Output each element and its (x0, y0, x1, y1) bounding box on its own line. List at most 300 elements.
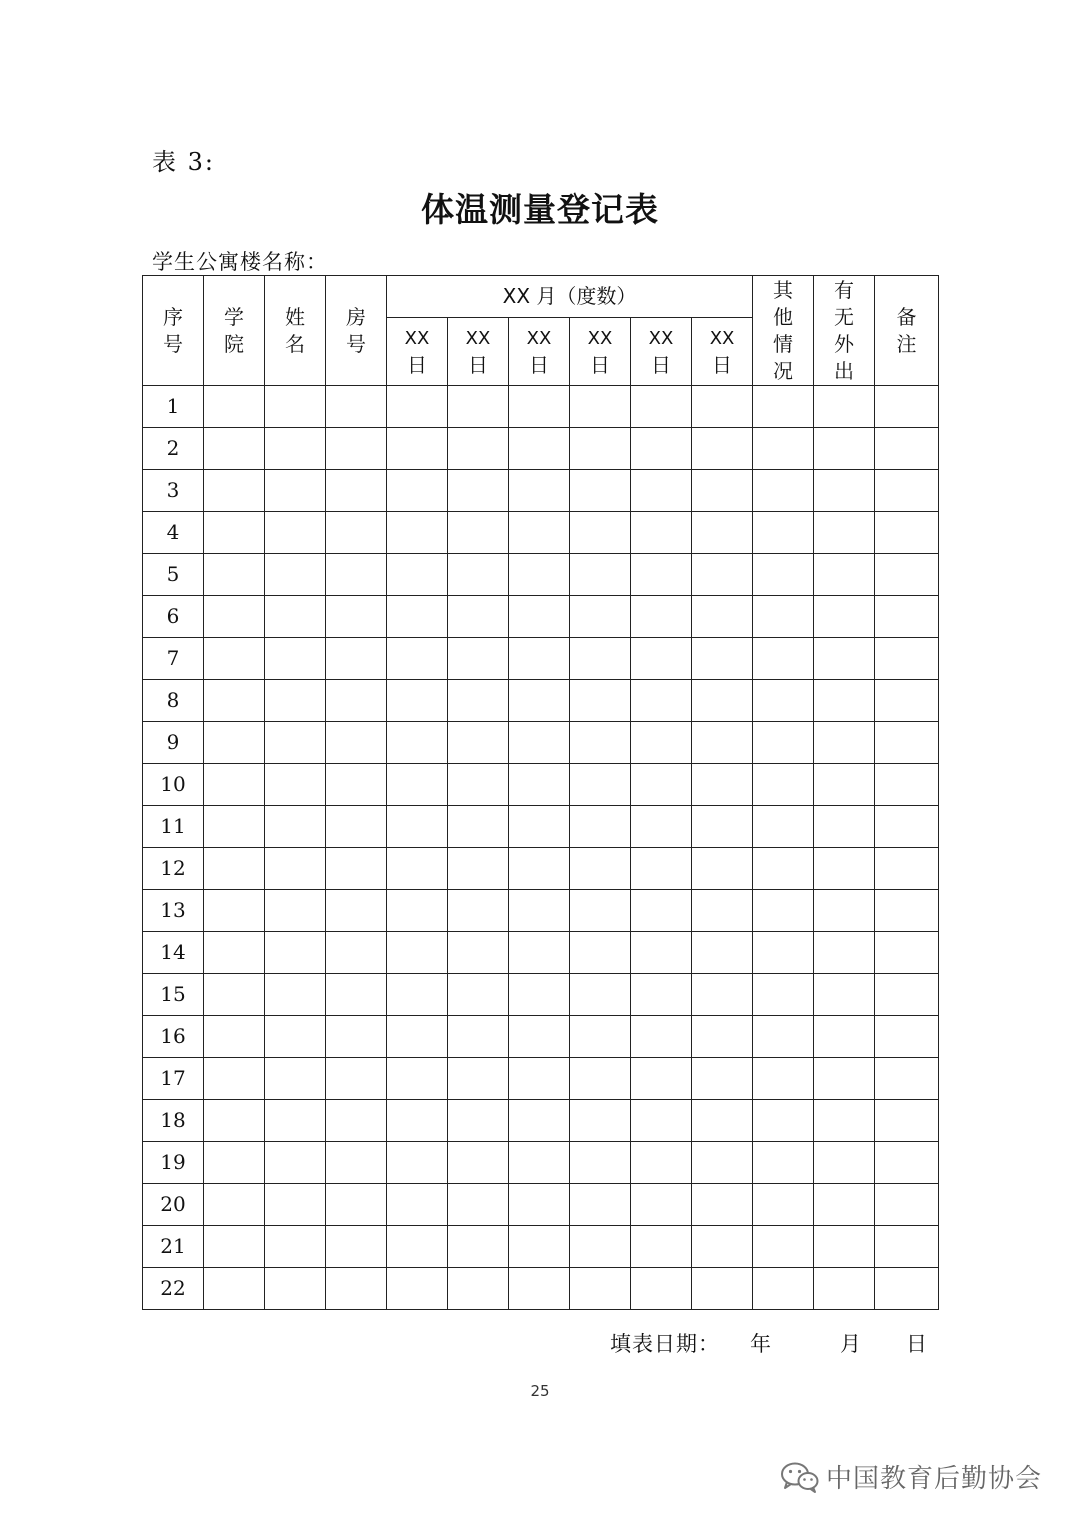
blank-cell[interactable] (875, 974, 939, 1016)
blank-cell[interactable] (509, 512, 570, 554)
blank-cell[interactable] (814, 974, 875, 1016)
blank-cell[interactable] (448, 386, 509, 428)
blank-cell[interactable] (875, 1184, 939, 1226)
blank-cell[interactable] (692, 1226, 753, 1268)
blank-cell[interactable] (875, 386, 939, 428)
blank-cell[interactable] (692, 1100, 753, 1142)
blank-cell[interactable] (326, 1016, 387, 1058)
blank-cell[interactable] (387, 890, 448, 932)
blank-cell[interactable] (387, 1016, 448, 1058)
blank-cell[interactable] (387, 1226, 448, 1268)
blank-cell[interactable] (265, 1100, 326, 1142)
blank-cell[interactable] (326, 470, 387, 512)
blank-cell[interactable] (204, 722, 265, 764)
blank-cell[interactable] (448, 1184, 509, 1226)
page-number: 25 (530, 1382, 550, 1400)
blank-cell[interactable] (326, 932, 387, 974)
blank-cell[interactable] (509, 386, 570, 428)
blank-cell[interactable] (265, 848, 326, 890)
blank-cell[interactable] (448, 1016, 509, 1058)
blank-cell[interactable] (265, 764, 326, 806)
fill-date-month: 月 (840, 1332, 862, 1356)
row-number: 17 (143, 1058, 204, 1100)
blank-cell[interactable] (326, 1142, 387, 1184)
blank-cell[interactable] (448, 1268, 509, 1310)
blank-cell[interactable] (387, 1058, 448, 1100)
row-number: 7 (143, 638, 204, 680)
blank-cell[interactable] (753, 470, 814, 512)
blank-cell[interactable] (570, 1016, 631, 1058)
blank-cell[interactable] (875, 1016, 939, 1058)
blank-cell[interactable] (570, 1268, 631, 1310)
blank-cell[interactable] (204, 428, 265, 470)
blank-cell[interactable] (387, 1100, 448, 1142)
blank-cell[interactable] (753, 932, 814, 974)
header-seq: 序号 (143, 276, 204, 386)
row-number: 18 (143, 1100, 204, 1142)
table-row (143, 638, 939, 680)
blank-cell[interactable] (509, 806, 570, 848)
blank-cell[interactable] (509, 764, 570, 806)
blank-cell[interactable] (631, 1226, 692, 1268)
blank-cell[interactable] (387, 638, 448, 680)
blank-cell[interactable] (265, 386, 326, 428)
header-remarks: 备注 (875, 276, 939, 386)
temperature-register-table (142, 275, 939, 1310)
blank-cell[interactable] (631, 680, 692, 722)
blank-cell[interactable] (631, 806, 692, 848)
blank-cell[interactable] (509, 428, 570, 470)
blank-cell[interactable] (631, 1016, 692, 1058)
blank-cell[interactable] (875, 1100, 939, 1142)
blank-cell[interactable] (753, 722, 814, 764)
blank-cell[interactable] (570, 596, 631, 638)
blank-cell[interactable] (570, 974, 631, 1016)
blank-cell[interactable] (326, 1058, 387, 1100)
blank-cell[interactable] (692, 1184, 753, 1226)
blank-cell[interactable] (875, 1268, 939, 1310)
blank-cell[interactable] (570, 470, 631, 512)
blank-cell[interactable] (753, 1184, 814, 1226)
watermark-text: 中国教育后勤协会 (826, 1464, 1043, 1494)
blank-cell[interactable] (570, 1226, 631, 1268)
blank-cell[interactable] (814, 386, 875, 428)
blank-cell[interactable] (326, 512, 387, 554)
blank-cell[interactable] (631, 890, 692, 932)
table-row (143, 386, 939, 428)
blank-cell[interactable] (509, 1142, 570, 1184)
header-day-3: XX 日 (509, 318, 570, 386)
header-day-1: XX 日 (387, 318, 448, 386)
blank-cell[interactable] (753, 512, 814, 554)
blank-cell[interactable] (814, 638, 875, 680)
blank-cell[interactable] (875, 680, 939, 722)
blank-cell[interactable] (814, 680, 875, 722)
blank-cell[interactable] (387, 596, 448, 638)
blank-cell[interactable] (692, 932, 753, 974)
blank-cell[interactable] (387, 1268, 448, 1310)
blank-cell[interactable] (387, 722, 448, 764)
blank-cell[interactable] (509, 680, 570, 722)
blank-cell[interactable] (265, 596, 326, 638)
blank-cell[interactable] (753, 974, 814, 1016)
row-number: 20 (143, 1184, 204, 1226)
blank-cell[interactable] (692, 848, 753, 890)
row-number: 21 (143, 1226, 204, 1268)
blank-cell[interactable] (631, 722, 692, 764)
blank-cell[interactable] (570, 386, 631, 428)
blank-cell[interactable] (265, 974, 326, 1016)
blank-cell[interactable] (204, 386, 265, 428)
blank-cell[interactable] (204, 596, 265, 638)
blank-cell[interactable] (326, 638, 387, 680)
blank-cell[interactable] (570, 554, 631, 596)
blank-cell[interactable] (875, 722, 939, 764)
blank-cell[interactable] (814, 890, 875, 932)
blank-cell[interactable] (692, 1142, 753, 1184)
blank-cell[interactable] (875, 1142, 939, 1184)
blank-cell[interactable] (265, 1184, 326, 1226)
blank-cell[interactable] (387, 848, 448, 890)
blank-cell[interactable] (326, 1184, 387, 1226)
blank-cell[interactable] (570, 1100, 631, 1142)
blank-cell[interactable] (753, 764, 814, 806)
table-row (143, 890, 939, 932)
blank-cell[interactable] (631, 932, 692, 974)
blank-cell[interactable] (631, 1184, 692, 1226)
blank-cell[interactable] (814, 554, 875, 596)
blank-cell[interactable] (204, 1016, 265, 1058)
blank-cell[interactable] (753, 554, 814, 596)
blank-cell[interactable] (204, 1184, 265, 1226)
blank-cell[interactable] (692, 596, 753, 638)
blank-cell[interactable] (570, 890, 631, 932)
row-number: 13 (143, 890, 204, 932)
blank-cell[interactable] (631, 554, 692, 596)
blank-cell[interactable] (509, 1268, 570, 1310)
blank-cell[interactable] (387, 512, 448, 554)
blank-cell[interactable] (265, 428, 326, 470)
blank-cell[interactable] (570, 1142, 631, 1184)
watermark (780, 1458, 1042, 1495)
blank-cell[interactable] (326, 428, 387, 470)
blank-cell[interactable] (326, 890, 387, 932)
blank-cell[interactable] (509, 470, 570, 512)
blank-cell[interactable] (448, 806, 509, 848)
blank-cell[interactable] (814, 428, 875, 470)
blank-cell[interactable] (265, 1016, 326, 1058)
blank-cell[interactable] (814, 1268, 875, 1310)
blank-cell[interactable] (570, 680, 631, 722)
blank-cell[interactable] (692, 890, 753, 932)
blank-cell[interactable] (692, 974, 753, 1016)
blank-cell[interactable] (265, 1226, 326, 1268)
blank-cell[interactable] (387, 974, 448, 1016)
blank-cell[interactable] (631, 638, 692, 680)
blank-cell[interactable] (326, 974, 387, 1016)
blank-cell[interactable] (448, 680, 509, 722)
blank-cell[interactable] (387, 1184, 448, 1226)
blank-cell[interactable] (265, 806, 326, 848)
header-day-6: XX 日 (692, 318, 753, 386)
blank-cell[interactable] (570, 1058, 631, 1100)
blank-cell[interactable] (387, 764, 448, 806)
blank-cell[interactable] (204, 554, 265, 596)
blank-cell[interactable] (875, 428, 939, 470)
blank-cell[interactable] (753, 596, 814, 638)
blank-cell[interactable] (814, 1226, 875, 1268)
blank-cell[interactable] (692, 428, 753, 470)
blank-cell[interactable] (326, 1268, 387, 1310)
blank-cell[interactable] (448, 638, 509, 680)
blank-cell[interactable] (387, 806, 448, 848)
blank-cell[interactable] (875, 512, 939, 554)
blank-cell[interactable] (631, 974, 692, 1016)
row-number: 1 (143, 386, 204, 428)
blank-cell[interactable] (814, 806, 875, 848)
blank-cell[interactable] (387, 470, 448, 512)
blank-cell[interactable] (692, 722, 753, 764)
blank-cell[interactable] (814, 1100, 875, 1142)
blank-cell[interactable] (814, 1142, 875, 1184)
table-row (143, 428, 939, 470)
table-row (143, 680, 939, 722)
blank-cell[interactable] (509, 932, 570, 974)
blank-cell[interactable] (509, 1100, 570, 1142)
header-day-4: XX 日 (570, 318, 631, 386)
blank-cell[interactable] (448, 764, 509, 806)
blank-cell[interactable] (875, 596, 939, 638)
blank-cell[interactable] (814, 722, 875, 764)
blank-cell[interactable] (692, 1058, 753, 1100)
blank-cell[interactable] (753, 1058, 814, 1100)
blank-cell[interactable] (509, 554, 570, 596)
blank-cell[interactable] (875, 848, 939, 890)
blank-cell[interactable] (265, 1142, 326, 1184)
row-number: 14 (143, 932, 204, 974)
blank-cell[interactable] (448, 932, 509, 974)
blank-cell[interactable] (448, 722, 509, 764)
blank-cell[interactable] (326, 554, 387, 596)
blank-cell[interactable] (326, 848, 387, 890)
blank-cell[interactable] (814, 1184, 875, 1226)
blank-cell[interactable] (448, 848, 509, 890)
blank-cell[interactable] (814, 848, 875, 890)
blank-cell[interactable] (753, 890, 814, 932)
blank-cell[interactable] (875, 554, 939, 596)
blank-cell[interactable] (265, 470, 326, 512)
blank-cell[interactable] (265, 680, 326, 722)
blank-cell[interactable] (326, 722, 387, 764)
blank-cell[interactable] (326, 386, 387, 428)
blank-cell[interactable] (875, 1058, 939, 1100)
blank-cell[interactable] (692, 554, 753, 596)
blank-cell[interactable] (509, 1226, 570, 1268)
blank-cell[interactable] (265, 1058, 326, 1100)
blank-cell[interactable] (204, 806, 265, 848)
blank-cell[interactable] (204, 1100, 265, 1142)
blank-cell[interactable] (814, 596, 875, 638)
blank-cell[interactable] (326, 680, 387, 722)
blank-cell[interactable] (570, 848, 631, 890)
blank-cell[interactable] (570, 722, 631, 764)
blank-cell[interactable] (814, 1016, 875, 1058)
blank-cell[interactable] (814, 1058, 875, 1100)
table-row (143, 974, 939, 1016)
blank-cell[interactable] (814, 764, 875, 806)
blank-cell[interactable] (204, 1226, 265, 1268)
blank-cell[interactable] (875, 764, 939, 806)
blank-cell[interactable] (631, 1058, 692, 1100)
blank-cell[interactable] (509, 890, 570, 932)
blank-cell[interactable] (753, 1142, 814, 1184)
blank-cell[interactable] (570, 512, 631, 554)
blank-cell[interactable] (753, 848, 814, 890)
blank-cell[interactable] (753, 1016, 814, 1058)
row-number: 8 (143, 680, 204, 722)
blank-cell[interactable] (570, 764, 631, 806)
blank-cell[interactable] (875, 1226, 939, 1268)
row-number: 10 (143, 764, 204, 806)
blank-cell[interactable] (387, 932, 448, 974)
table-row (143, 470, 939, 512)
blank-cell[interactable] (692, 806, 753, 848)
blank-cell[interactable] (204, 680, 265, 722)
blank-cell[interactable] (570, 1184, 631, 1226)
blank-cell[interactable] (875, 890, 939, 932)
blank-cell[interactable] (265, 932, 326, 974)
blank-cell[interactable] (753, 1226, 814, 1268)
blank-cell[interactable] (448, 554, 509, 596)
blank-cell[interactable] (326, 1226, 387, 1268)
blank-cell[interactable] (204, 1058, 265, 1100)
blank-cell[interactable] (265, 554, 326, 596)
blank-cell[interactable] (753, 1100, 814, 1142)
blank-cell[interactable] (204, 1142, 265, 1184)
blank-cell[interactable] (448, 470, 509, 512)
blank-cell[interactable] (814, 512, 875, 554)
blank-cell[interactable] (692, 764, 753, 806)
blank-cell[interactable] (509, 596, 570, 638)
table-row (143, 1226, 939, 1268)
blank-cell[interactable] (875, 638, 939, 680)
blank-cell[interactable] (875, 932, 939, 974)
blank-cell[interactable] (265, 722, 326, 764)
blank-cell[interactable] (204, 512, 265, 554)
blank-cell[interactable] (631, 596, 692, 638)
blank-cell[interactable] (204, 974, 265, 1016)
row-number: 4 (143, 512, 204, 554)
blank-cell[interactable] (570, 932, 631, 974)
blank-cell[interactable] (509, 1016, 570, 1058)
blank-cell[interactable] (204, 848, 265, 890)
blank-cell[interactable] (753, 1268, 814, 1310)
blank-cell[interactable] (326, 1100, 387, 1142)
blank-cell[interactable] (448, 596, 509, 638)
blank-cell[interactable] (448, 974, 509, 1016)
blank-cell[interactable] (875, 806, 939, 848)
blank-cell[interactable] (509, 1058, 570, 1100)
blank-cell[interactable] (509, 848, 570, 890)
blank-cell[interactable] (692, 386, 753, 428)
blank-cell[interactable] (326, 596, 387, 638)
header-day-5: XX 日 (631, 318, 692, 386)
blank-cell[interactable] (570, 806, 631, 848)
blank-cell[interactable] (265, 890, 326, 932)
table-row (143, 1058, 939, 1100)
blank-cell[interactable] (570, 428, 631, 470)
blank-cell[interactable] (448, 1100, 509, 1142)
blank-cell[interactable] (875, 470, 939, 512)
blank-cell[interactable] (204, 1268, 265, 1310)
blank-cell[interactable] (631, 512, 692, 554)
blank-cell[interactable] (509, 974, 570, 1016)
blank-cell[interactable] (814, 470, 875, 512)
blank-cell[interactable] (326, 806, 387, 848)
blank-cell[interactable] (204, 764, 265, 806)
blank-cell[interactable] (387, 680, 448, 722)
blank-cell[interactable] (753, 386, 814, 428)
blank-cell[interactable] (204, 470, 265, 512)
blank-cell[interactable] (753, 638, 814, 680)
blank-cell[interactable] (448, 428, 509, 470)
blank-cell[interactable] (204, 890, 265, 932)
blank-cell[interactable] (509, 722, 570, 764)
blank-cell[interactable] (265, 512, 326, 554)
blank-cell[interactable] (631, 848, 692, 890)
blank-cell[interactable] (387, 386, 448, 428)
blank-cell[interactable] (448, 1058, 509, 1100)
blank-cell[interactable] (753, 806, 814, 848)
blank-cell[interactable] (570, 638, 631, 680)
blank-cell[interactable] (631, 470, 692, 512)
blank-cell[interactable] (509, 1184, 570, 1226)
blank-cell[interactable] (265, 1268, 326, 1310)
blank-cell[interactable] (387, 428, 448, 470)
blank-cell[interactable] (692, 470, 753, 512)
blank-cell[interactable] (265, 638, 326, 680)
blank-cell[interactable] (692, 680, 753, 722)
blank-cell[interactable] (692, 1016, 753, 1058)
blank-cell[interactable] (509, 638, 570, 680)
blank-cell[interactable] (387, 554, 448, 596)
blank-cell[interactable] (631, 1100, 692, 1142)
blank-cell[interactable] (753, 428, 814, 470)
blank-cell[interactable] (204, 638, 265, 680)
blank-cell[interactable] (448, 1226, 509, 1268)
blank-cell[interactable] (448, 1142, 509, 1184)
blank-cell[interactable] (448, 890, 509, 932)
blank-cell[interactable] (631, 1142, 692, 1184)
blank-cell[interactable] (631, 428, 692, 470)
table-row (143, 554, 939, 596)
row-number: 6 (143, 596, 204, 638)
blank-cell[interactable] (631, 1268, 692, 1310)
blank-cell[interactable] (692, 638, 753, 680)
blank-cell[interactable] (204, 932, 265, 974)
blank-cell[interactable] (326, 764, 387, 806)
blank-cell[interactable] (753, 680, 814, 722)
wechat-icon (780, 1460, 820, 1494)
blank-cell[interactable] (631, 386, 692, 428)
blank-cell[interactable] (448, 512, 509, 554)
blank-cell[interactable] (631, 764, 692, 806)
fill-date-year: 年 (750, 1332, 772, 1356)
blank-cell[interactable] (692, 512, 753, 554)
blank-cell[interactable] (387, 1142, 448, 1184)
blank-cell[interactable] (814, 932, 875, 974)
blank-cell[interactable] (692, 1268, 753, 1310)
